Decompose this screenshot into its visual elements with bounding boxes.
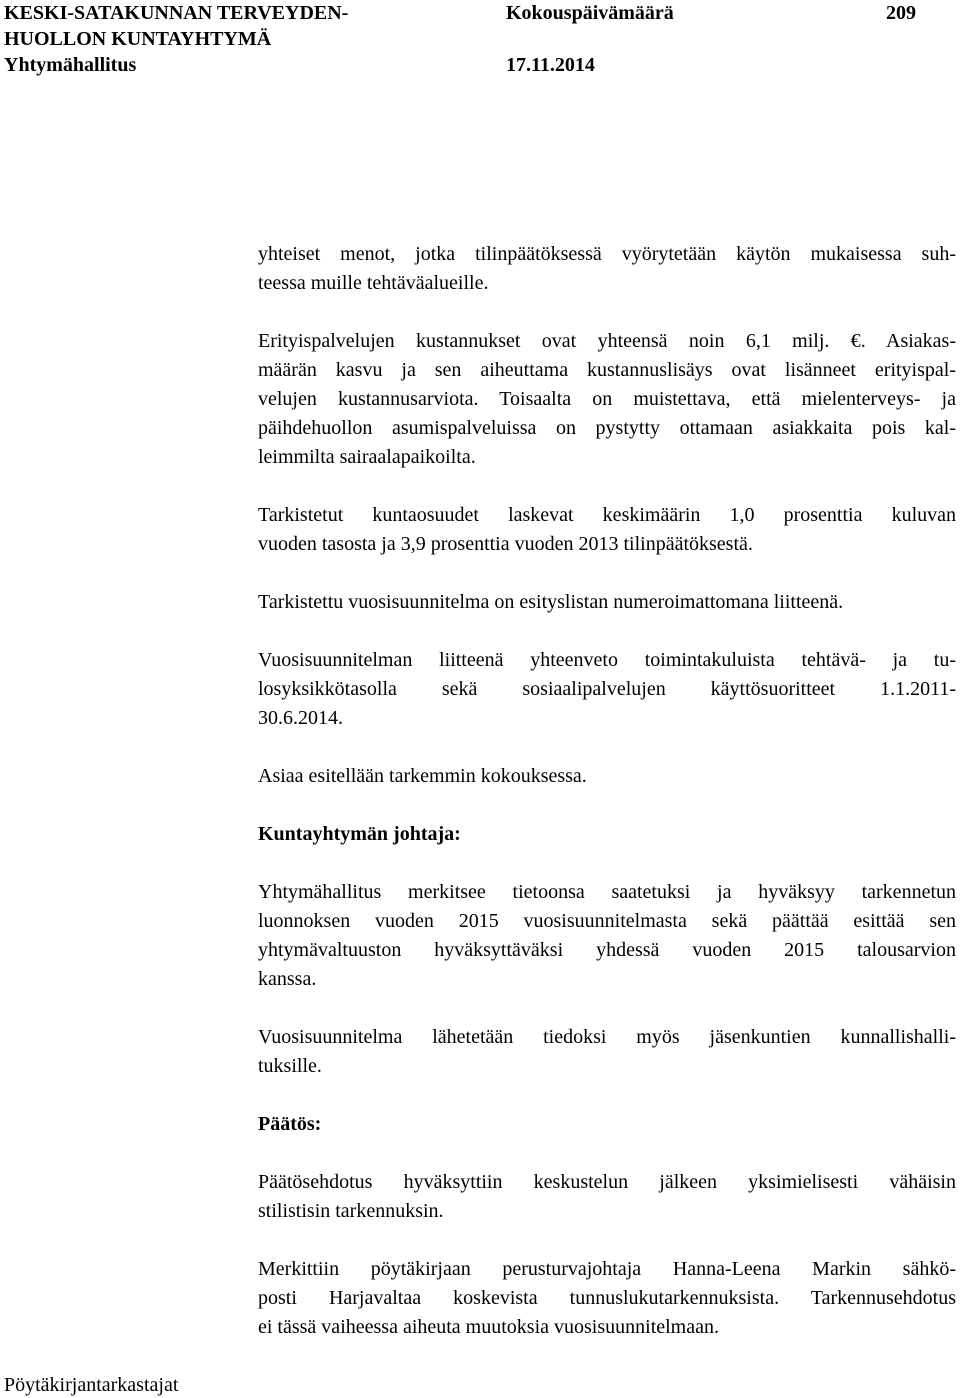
- paragraph-decision: Päätösehdotus hyväksyttiin keskustelun jälkeen yksimielisesti vähäisin stilistisin tarkennuksin.: [258, 1171, 956, 1222]
- paragraph-revised-plan: Tarkistettu vuosisuunnitelma on esityslistan numeroimattomana liitteenä.: [258, 591, 844, 613]
- paragraph-proposal: Yhtymähallitus merkitsee tietoonsa saatetuksi ja hyväksyy tarkennetun luonnoksen vuoden 2015 vuosisuunnitelmasta sekä päättää esittää sen yhtymävaltuuston hyväksyttäväksi yhdessä vuoden 2015 talousarvion kanssa.: [258, 881, 956, 990]
- document-body: [258, 240, 956, 1342]
- paragraph-plan-attachment: Vuosisuunnitelman liitteenä yhteenveto toimintakuluista tehtävä- ja tu- losyksikkötasolla sekä sosiaalipalvelujen käyttösuoritteet 1.1.2011- 30.6.2014.: [258, 649, 956, 729]
- paragraph-presentation: Asiaa esitellään tarkemmin kokouksessa.: [258, 765, 587, 787]
- paragraph-distribution: Vuosisuunnitelma lähetetään tiedoksi myös jäsenkuntien kunnallishalli- tuksille.: [258, 1026, 956, 1077]
- footer-minutes-reviewers: Pöytäkirjantarkastajat: [4, 1374, 179, 1396]
- header-org-line-1: KESKI-SATAKUNNAN TERVEYDEN-: [4, 2, 349, 24]
- paragraph-shared-costs: yhteiset menot, jotka tilinpäätöksessä vyörytetään käytön mukaisessa suh- teessa muille tehtäväalueille.: [258, 243, 956, 294]
- paragraph-minutes-note: Merkittiin pöytäkirjaan perusturvajohtaja Hanna-Leena Markin sähkö- posti Harjavaltaa koskevista tunnuslukutarkennuksista. Tarkennusehdotus ei tässä vaiheessa aiheuta muutoksia vuosisuunnitelmaan.: [258, 1258, 956, 1338]
- heading-decision: Päätös:: [258, 1113, 322, 1135]
- header-page-number: 209: [886, 2, 916, 24]
- heading-executive-proposal: Kuntayhtymän johtaja:: [258, 823, 461, 845]
- header-body-name: Yhtymähallitus: [4, 54, 137, 76]
- header-organization: [4, 0, 348, 78]
- header-meeting-date: 17.11.2014: [506, 54, 595, 76]
- header-meeting-date-label: Kokouspäivämäärä: [506, 2, 674, 24]
- paragraph-special-services: Erityispalvelujen kustannukset ovat yhteensä noin 6,1 milj. €. Asiakas- määrän kasvu ja sen aiheuttama kustannuslisäys ovat lisänneet erityispal- velujen kustannusarviota. Toisaalta on muistettava, että mielenterveys- ja päihdehuollon asumispalveluissa on pystytty ottamaan asiakkaita pois kal- leimmilta sairaalapaikoilta.: [258, 330, 956, 468]
- paragraph-municipal-shares: Tarkistetut kuntaosuudet laskevat keskimäärin 1,0 prosenttia kuluvan vuoden tasosta ja 3,9 prosenttia vuoden 2013 tilinpäätöksestä.: [258, 504, 956, 555]
- header-org-line-2: HUOLLON KUNTAYHTYMÄ: [4, 28, 272, 50]
